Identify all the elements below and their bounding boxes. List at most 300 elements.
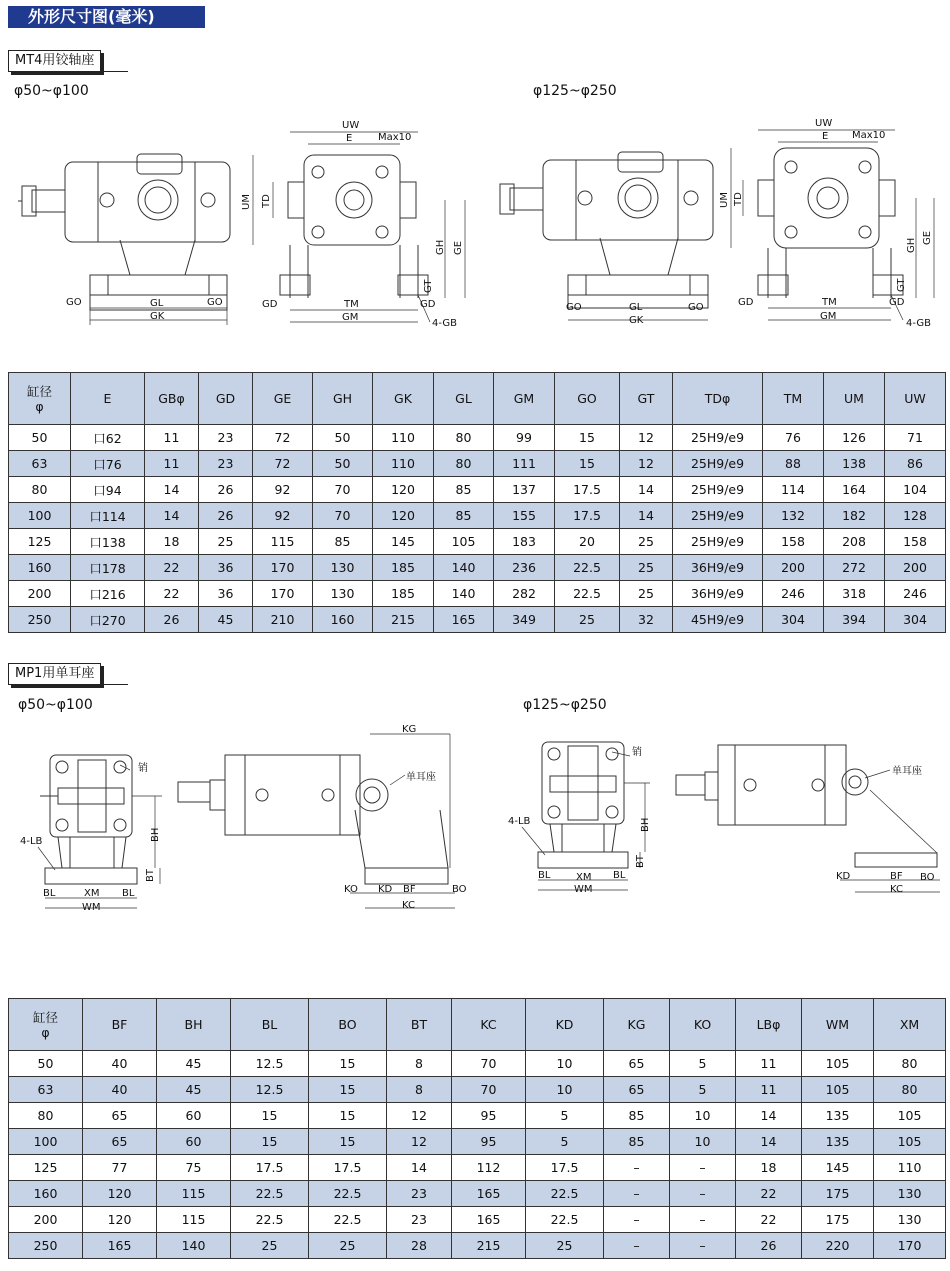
mp1-drawing-small [10,720,480,920]
table-cell: 126 [824,425,885,451]
table-cell: 36H9/e9 [673,555,763,581]
table-cell: 10 [670,1129,736,1155]
dim-wm: WM [82,902,101,913]
table-cell: 115 [253,529,313,555]
table-cell: – [670,1207,736,1233]
dim-uw: UW [342,120,360,131]
dim-gt-l: GT [896,278,907,292]
table-cell: 165 [452,1207,526,1233]
table-cell: 14 [387,1155,452,1181]
table-cell: 282 [494,581,555,607]
table-cell: 65 [83,1129,157,1155]
table-cell: 22.5 [231,1207,309,1233]
table-cell: 25H9/e9 [673,477,763,503]
dim-um-l: UM [719,192,730,208]
table-cell: – [604,1155,670,1181]
table-cell: – [670,1181,736,1207]
table-cell: 12 [620,451,673,477]
table-cell: 175 [802,1207,874,1233]
table-cell: 45 [157,1077,231,1103]
table-cell: 105 [434,529,494,555]
table-cell: 65 [604,1051,670,1077]
mp1-table-body [9,1051,946,1259]
table-cell: 17.5 [555,477,620,503]
table-row [9,503,946,529]
table-cell: 50 [313,451,373,477]
table-cell: 111 [494,451,555,477]
table-cell: – [670,1155,736,1181]
table-cell: 5 [526,1129,604,1155]
table-cell: 63 [9,1077,83,1103]
table-cell: 65 [604,1077,670,1103]
table-cell: 36H9/e9 [673,581,763,607]
dim-tm: TM [344,299,359,310]
table-row [9,1155,946,1181]
table-cell: 70 [313,477,373,503]
table-cell: 160 [9,1181,83,1207]
table-cell: 口216 [71,581,145,607]
table-cell: 394 [824,607,885,633]
table-cell: 71 [885,425,946,451]
mt4-header-14: UW [885,373,946,425]
mt4-header-4: GE [253,373,313,425]
dim-bf-l: BF [890,871,903,882]
table-row [9,581,946,607]
table-cell: 155 [494,503,555,529]
table-cell: 130 [313,555,373,581]
mt4-header-11: TDφ [673,373,763,425]
table-cell: 14 [145,477,199,503]
table-cell: 72 [253,451,313,477]
dim-tm-l: TM [822,297,837,308]
table-cell: 120 [373,477,434,503]
table-cell: 12 [620,425,673,451]
dim-xm: XM [84,888,100,899]
table-cell: 15 [555,425,620,451]
table-cell: 26 [199,477,253,503]
table-cell: 105 [802,1051,874,1077]
table-cell: 145 [802,1155,874,1181]
table-row [9,451,946,477]
table-cell: 158 [763,529,824,555]
table-cell: 22.5 [309,1207,387,1233]
dim-kc: KC [402,900,415,911]
table-cell: 36 [199,555,253,581]
dim-kd: KD [378,884,393,895]
mp1-header-0: 缸径 φ [9,999,83,1051]
table-cell: 5 [526,1103,604,1129]
dim-gm-l: GM [820,311,837,322]
table-cell: 200 [763,555,824,581]
table-cell: 165 [434,607,494,633]
table-cell: 23 [387,1207,452,1233]
table-cell: 14 [736,1129,802,1155]
table-cell: 140 [157,1233,231,1259]
table-cell: 15 [309,1129,387,1155]
table-cell: 10 [670,1103,736,1129]
table-cell: 22.5 [231,1181,309,1207]
table-cell: 220 [802,1233,874,1259]
table-cell: 60 [157,1103,231,1129]
mt4-header-9: GO [555,373,620,425]
table-cell: – [604,1181,670,1207]
table-cell: 110 [373,425,434,451]
table-cell: 104 [885,477,946,503]
dim-max10-l: Max10 [852,130,886,141]
mt4-header-12: TM [763,373,824,425]
mt4-header-13: UM [824,373,885,425]
table-cell: 23 [199,425,253,451]
dim-xm-l: XM [576,872,592,883]
table-cell: 208 [824,529,885,555]
table-cell: 304 [763,607,824,633]
table-cell: 99 [494,425,555,451]
mp1-header-4: BO [309,999,387,1051]
dim-bl-left-l: BL [538,870,551,881]
dim-gm: GM [342,312,359,323]
dim-um: UM [241,194,252,210]
table-cell: 36 [199,581,253,607]
table-cell: 135 [802,1129,874,1155]
dim-bt-l: BT [635,855,646,868]
dim-td: TD [261,194,272,208]
mt4-dimension-table [8,372,946,633]
table-cell: 80 [874,1051,946,1077]
dim-bh-l: BH [640,817,651,832]
table-cell: 8 [387,1077,452,1103]
table-cell: 140 [434,581,494,607]
mt4-label-rule [8,71,128,72]
table-cell: 165 [83,1233,157,1259]
table-cell: 65 [83,1103,157,1129]
label-4lb: 4-LB [20,836,43,847]
mp1-header-7: KD [526,999,604,1051]
table-cell: 15 [309,1077,387,1103]
table-cell: 92 [253,477,313,503]
table-cell: 137 [494,477,555,503]
mp1-range-small: φ50~φ100 [18,697,93,713]
table-cell: 349 [494,607,555,633]
table-cell: 105 [874,1103,946,1129]
table-cell: 105 [874,1129,946,1155]
table-cell: 130 [874,1181,946,1207]
table-cell: 85 [604,1103,670,1129]
mt4-drawing-large [488,110,948,335]
table-cell: 130 [313,581,373,607]
table-cell: 170 [253,581,313,607]
table-cell: 22.5 [526,1207,604,1233]
table-cell: 25 [555,607,620,633]
table-cell: 272 [824,555,885,581]
table-cell: 8 [387,1051,452,1077]
table-cell: 60 [157,1129,231,1155]
table-cell: 15 [231,1103,309,1129]
dim-gh: GH [435,239,446,255]
table-cell: 22 [736,1207,802,1233]
table-cell: 15 [231,1129,309,1155]
table-row [9,1129,946,1155]
table-cell: 40 [83,1051,157,1077]
table-cell: 72 [253,425,313,451]
table-cell: 22 [145,581,199,607]
table-cell: 25H9/e9 [673,503,763,529]
table-cell: – [604,1207,670,1233]
dim-4gb: 4-GB [432,318,457,329]
dim-kd-l: KD [836,871,851,882]
table-cell: 11 [145,451,199,477]
dim-gd-right: GD [420,299,436,310]
table-cell: 77 [83,1155,157,1181]
table-cell: 25H9/e9 [673,425,763,451]
table-cell: 182 [824,503,885,529]
mp1-header-1: BF [83,999,157,1051]
table-cell: 80 [874,1077,946,1103]
dim-bo: BO [452,884,467,895]
table-cell: 口114 [71,503,145,529]
table-row [9,1077,946,1103]
label-pin-l: 销 [632,747,642,758]
mt4-header-7: GL [434,373,494,425]
table-cell: 185 [373,581,434,607]
table-cell: 22 [736,1181,802,1207]
table-cell: 215 [452,1233,526,1259]
table-cell: 110 [373,451,434,477]
table-row [9,1181,946,1207]
table-cell: 145 [373,529,434,555]
mt4-header-2: GBφ [145,373,199,425]
dim-kg: KG [402,724,417,735]
table-cell: 130 [874,1207,946,1233]
dim-kc-l: KC [890,884,903,895]
table-cell: 80 [434,425,494,451]
dim-bl-right-l: BL [613,870,626,881]
table-cell: 25 [620,555,673,581]
table-cell: 45 [199,607,253,633]
table-cell: 160 [9,555,71,581]
mt4-range-small: φ50~φ100 [14,83,89,99]
dim-ko: KO [344,884,358,895]
table-cell: 17.5 [309,1155,387,1181]
table-cell: 76 [763,425,824,451]
table-row [9,555,946,581]
table-cell: 215 [373,607,434,633]
dim-go-left-l: GO [566,302,582,313]
table-cell: 18 [736,1155,802,1181]
table-cell: 80 [9,477,71,503]
table-cell: 26 [736,1233,802,1259]
table-cell: 80 [434,451,494,477]
table-cell: 口94 [71,477,145,503]
label-pin: 销 [138,763,148,774]
dim-td-l: TD [733,192,744,206]
table-cell: 28 [387,1233,452,1259]
table-cell: 85 [434,477,494,503]
table-cell: 22.5 [555,555,620,581]
table-cell: – [670,1233,736,1259]
table-cell: 25 [526,1233,604,1259]
table-cell: 17.5 [526,1155,604,1181]
table-cell: 164 [824,477,885,503]
table-cell: 85 [313,529,373,555]
table-cell: 112 [452,1155,526,1181]
table-cell: 75 [157,1155,231,1181]
table-cell: 246 [885,581,946,607]
mt4-header-10: GT [620,373,673,425]
dim-gl-l: GL [629,302,643,313]
table-cell: 88 [763,451,824,477]
mp1-header-6: KC [452,999,526,1051]
table-row [9,477,946,503]
table-cell: 125 [9,529,71,555]
table-cell: 22.5 [309,1181,387,1207]
table-cell: 110 [874,1155,946,1181]
table-cell: 50 [9,425,71,451]
table-cell: 口270 [71,607,145,633]
table-cell: 25 [309,1233,387,1259]
table-cell: 12.5 [231,1051,309,1077]
label-single-ear-l: 单耳座 [892,766,922,777]
dim-bl-right: BL [122,888,135,899]
table-cell: 25 [620,581,673,607]
table-cell: 165 [452,1181,526,1207]
mp1-header-5: BT [387,999,452,1051]
dim-e-l: E [822,131,829,142]
table-cell: 70 [452,1077,526,1103]
table-cell: 140 [434,555,494,581]
dim-go-right: GO [207,297,223,308]
dim-ge-l: GE [922,230,933,245]
dim-gd-left-l: GD [738,297,754,308]
table-cell: 32 [620,607,673,633]
table-cell: 170 [253,555,313,581]
mt4-header-8: GM [494,373,555,425]
table-cell: 14 [736,1103,802,1129]
table-cell: 15 [309,1051,387,1077]
mt4-range-large: φ125~φ250 [533,83,617,99]
dim-bh: BH [150,827,161,842]
table-row [9,1233,946,1259]
dim-4gb-l: 4-GB [906,318,931,329]
table-cell: 50 [313,425,373,451]
table-cell: 132 [763,503,824,529]
table-cell: 25H9/e9 [673,529,763,555]
table-cell: 138 [824,451,885,477]
dim-wm-l: WM [574,884,593,895]
mp1-header-8: KG [604,999,670,1051]
dim-bo-l: BO [920,872,935,883]
table-cell: 22 [145,555,199,581]
mp1-header-11: WM [802,999,874,1051]
table-cell: 115 [157,1207,231,1233]
table-cell: 22.5 [555,581,620,607]
mt4-header-0: 缸径 φ [9,373,71,425]
dim-gd-right-l: GD [889,297,905,308]
dim-gh-l: GH [906,237,917,253]
table-cell: 160 [313,607,373,633]
table-cell: 40 [83,1077,157,1103]
table-cell: 304 [885,607,946,633]
dim-gt: GT [423,279,434,293]
mp1-range-large: φ125~φ250 [523,697,607,713]
table-cell: 92 [253,503,313,529]
dim-bl-left: BL [43,888,56,899]
table-cell: 5 [670,1077,736,1103]
mt4-header-5: GH [313,373,373,425]
mp1-header-row [9,999,946,1051]
table-cell: 25 [620,529,673,555]
table-cell: 250 [9,1233,83,1259]
table-cell: 210 [253,607,313,633]
table-cell: 18 [145,529,199,555]
table-cell: 80 [9,1103,83,1129]
mt4-header-1: E [71,373,145,425]
table-cell: 200 [885,555,946,581]
table-cell: 100 [9,503,71,529]
mt4-table-body [9,425,946,633]
dim-gk-l: GK [629,315,644,326]
table-cell: 口178 [71,555,145,581]
table-cell: 26 [199,503,253,529]
table-cell: 20 [555,529,620,555]
table-cell: 14 [620,477,673,503]
table-cell: 63 [9,451,71,477]
dim-gl: GL [150,298,164,309]
table-cell: 95 [452,1129,526,1155]
table-cell: 135 [802,1103,874,1129]
table-cell: 14 [145,503,199,529]
mp1-section-label: MP1用单耳座 [8,663,101,685]
table-cell: 23 [387,1181,452,1207]
table-cell: 70 [313,503,373,529]
dim-gd-left: GD [262,299,278,310]
table-cell: 17.5 [555,503,620,529]
table-row [9,529,946,555]
table-cell: 236 [494,555,555,581]
table-cell: 170 [874,1233,946,1259]
table-cell: 17.5 [231,1155,309,1181]
mp1-header-12: XM [874,999,946,1051]
table-cell: 11 [736,1051,802,1077]
table-cell: 25H9/e9 [673,451,763,477]
table-cell: 15 [555,451,620,477]
table-cell: 14 [620,503,673,529]
mt4-header-row [9,373,946,425]
table-cell: 22.5 [526,1181,604,1207]
table-cell: 85 [604,1129,670,1155]
dim-bf: BF [403,884,416,895]
page-title: 外形尺寸图(毫米) [8,6,205,28]
mp1-header-9: KO [670,999,736,1051]
table-cell: 95 [452,1103,526,1129]
dim-uw-l: UW [815,118,833,129]
table-row [9,607,946,633]
dim-go-right-l: GO [688,302,704,313]
table-cell: 85 [434,503,494,529]
table-cell: 10 [526,1077,604,1103]
table-cell: 15 [309,1103,387,1129]
mp1-header-3: BL [231,999,309,1051]
table-cell: 口62 [71,425,145,451]
mp1-dimension-table [8,998,946,1259]
table-cell: 200 [9,1207,83,1233]
dim-max10: Max10 [378,132,412,143]
table-cell: 25 [231,1233,309,1259]
table-cell: 125 [9,1155,83,1181]
table-cell: 120 [83,1181,157,1207]
table-cell: 12 [387,1103,452,1129]
table-cell: 120 [83,1207,157,1233]
table-cell: 86 [885,451,946,477]
